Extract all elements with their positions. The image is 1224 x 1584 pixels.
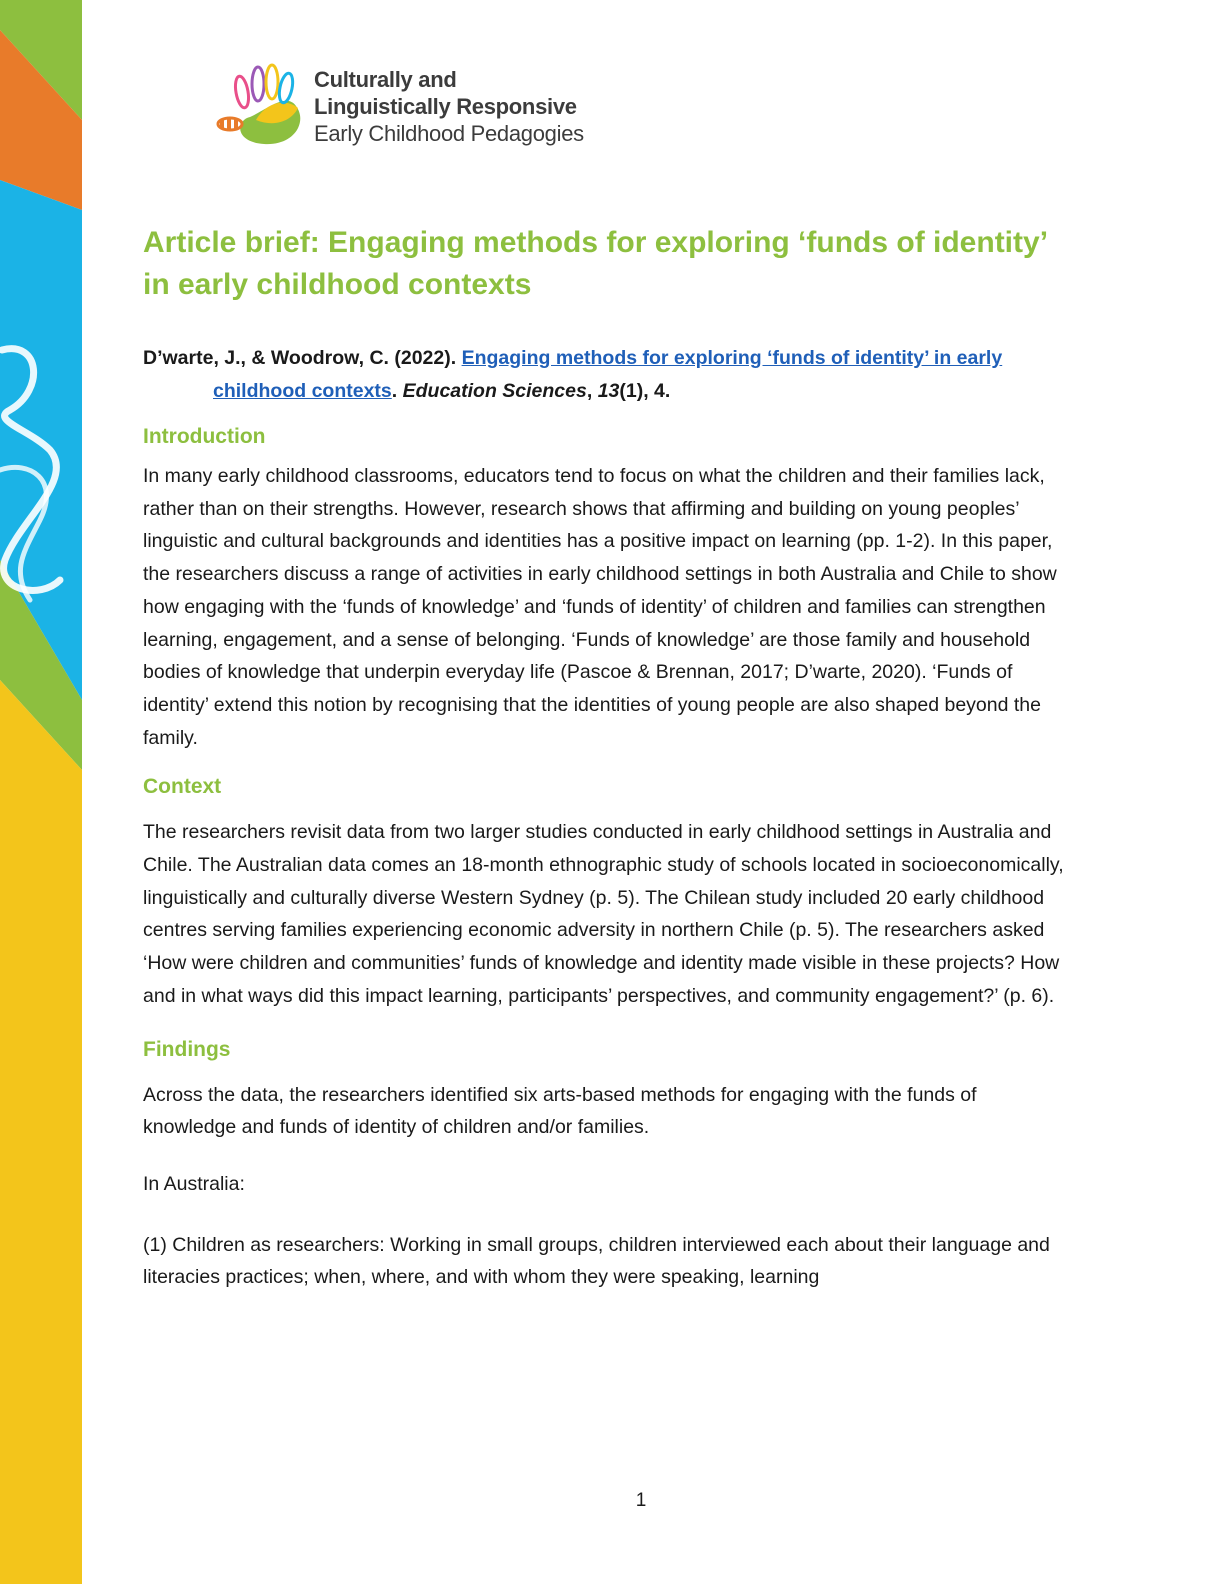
hand-logo-icon	[216, 62, 308, 148]
paragraph-in-australia: In Australia:	[143, 1172, 245, 1195]
brand-name-line-2: Linguistically Responsive	[314, 94, 577, 119]
paragraph-findings-intro: Across the data, the researchers identified six arts-based methods for engaging with the funds of knowledge and funds of identity of children and/or families.	[143, 1083, 977, 1139]
citation-issue-pages: (1), 4.	[619, 380, 671, 402]
document-body	[143, 222, 1073, 1312]
section-heading-introduction: Introduction	[143, 425, 266, 448]
section-heading-findings: Findings	[143, 1037, 231, 1061]
citation-authors: D’warte, J., & Woodrow, C. (2022).	[143, 347, 457, 369]
decorative-side-bar	[0, 0, 82, 1584]
section-heading-context: Context	[143, 775, 222, 799]
citation-period: .	[391, 380, 398, 402]
citation-volume: 13	[597, 380, 620, 402]
paragraph-children-as-researchers: (1) Children as researchers: Working in small groups, children interviewed each about their language and literacies practices; when, where, and with whom they were speaking, learning	[143, 1233, 1050, 1289]
paragraph-context: The researchers revisit data from two larger studies conducted in early childhood settings in Australia and Chile. The Australian data comes an 18-month ethnographic study of schools located in socioeconomically, linguistically and culturally diverse Western Sydney (p. 5). The Chilean study included 20 early childhood centres serving families experiencing economic adversity in northern Chile (p. 5). The researchers asked ‘How were children and communities’ funds of knowledge and identity made visible in these projects? How and in what ways did this impact learning, participants’ perspectives, and community engagement?’ (p. 6).	[143, 821, 1064, 1007]
paragraph-introduction: In many early childhood classrooms, educators tend to focus on what the children and their families lack, rather than on their strengths. However, research shows that affirming and building on young peoples’ linguistic and cultural backgrounds and identities has a positive impact on learning (pp. 1-2). In this paper, the researchers discuss a range of activities in early childhood settings in both Australia and Chile to show how engaging with the ‘funds of knowledge’ and ‘funds of identity’ of children and families can strengthen learning, engagement, and a sense of belonging. ‘Funds of knowledge’ are those family and household bodies of knowledge that underpin everyday life (Pascoe & Brennan, 2017; D’warte, 2020). ‘Funds of identity’ extend this notion by recognising that the identities of young people are also shaped beyond the family.	[143, 465, 1057, 749]
citation: D’warte, J., & Woodrow, C. (2022). Engaging methods for exploring ‘funds of identity’ in early childhood contexts. Education Sciences, 13(1), 4.	[143, 347, 1003, 402]
page-number: 1	[635, 1490, 647, 1511]
page-title: Article brief: Engaging methods for exploring ‘funds of identity’ in early childhood contexts	[143, 226, 1047, 301]
article-link[interactable]: Engaging methods for exploring ‘funds of identity’ in early childhood contexts	[213, 347, 1003, 402]
brand-name-line-1: Culturally and	[314, 67, 457, 92]
citation-journal: Education Sciences	[402, 380, 587, 402]
brand-logo	[216, 62, 616, 152]
brand-name-line-3: Early Childhood Pedagogies	[314, 121, 584, 146]
